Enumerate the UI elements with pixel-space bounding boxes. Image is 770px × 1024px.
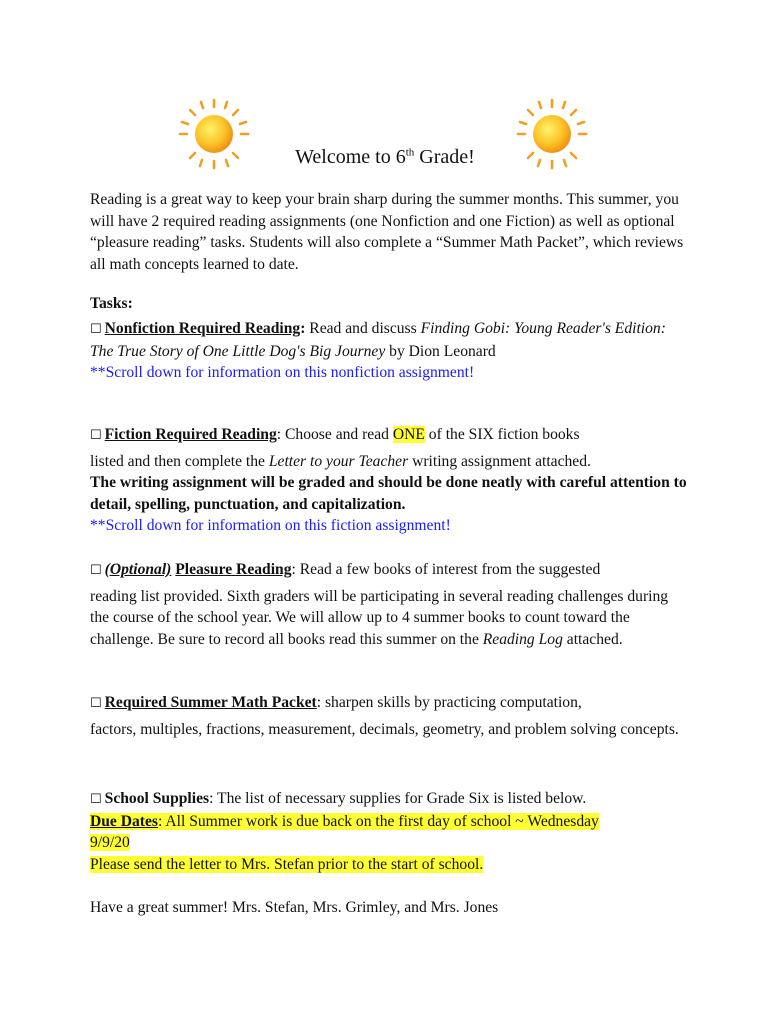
checkbox-icon[interactable]: ☐ [90,792,102,807]
nonfiction-colon: : [300,320,306,337]
pleasure-text3: attached. [562,630,623,648]
fiction-text3: listed and then complete the [90,452,269,470]
due-dates-line [90,813,599,830]
fiction-title: Fiction Required Reading [104,426,277,443]
fiction-text4: writing assignment attached. [408,452,591,470]
math-title: Required Summer Math Packet [104,694,317,711]
pleasure-optional [105,561,172,578]
nonfiction-author: by Dion Leonard [385,342,496,360]
due-date: 9/9/20 [90,834,130,851]
checkbox-icon[interactable]: ☐ [90,322,102,337]
tasks-heading [90,293,690,315]
supplies-title: School Supplies [104,790,210,807]
fiction-note-link[interactable]: **Scroll down for information on this fiction assignment! [90,517,451,534]
task-fiction [90,424,690,537]
nonfiction-text: Read and discuss [305,320,421,337]
checkbox-icon[interactable]: ☐ [90,696,102,711]
supplies-text: : The list of necessary supplies for Grade Six is listed below. [209,790,587,807]
task-supplies [90,788,690,875]
fiction-one-highlight: ONE [392,426,425,443]
title-superscript: th [405,146,415,159]
title-suffix: Grade! [414,146,475,168]
pleasure-text2: reading list provided. Sixth graders will be participating in several reading challenges during the course of the school year. We will allow up to 4 summer books to count toward the challenge. Be sure to record all books read this summer on the [90,587,669,648]
pleasure-text1: : Read a few books of interest from the suggested [291,561,601,578]
pleasure-optional-text: (Optional) [104,561,172,578]
fiction-text1: : Choose and read [276,426,393,443]
fiction-letter: Letter to your Teacher [268,452,409,470]
nonfiction-book-title: Finding Gobi: Young Reader's Edition: The True Story of One Little Dog's Big Journey [90,320,666,360]
checkbox-icon[interactable]: ☐ [90,563,102,578]
task-pleasure [90,559,690,650]
nonfiction-note-link[interactable]: **Scroll down for information on this nonfiction assignment! [90,364,475,381]
closing-line: Have a great summer! Mrs. Stefan, Mrs. Grimley, and Mrs. Jones [90,899,499,916]
intro-paragraph: Reading is a great way to keep your brain sharp during the summer months. This summer, you will have 2 required reading assignments (one Nonfiction and one Fiction) as well as optional “pleasure reading” tasks. Students will also complete a “Summer Math Packet”, which reviews all math concepts learned to date. [90,191,684,273]
checkbox-icon[interactable]: ☐ [90,428,102,443]
letter-note: Please send the letter to Mrs. Stefan prior to the start of school. [90,855,484,873]
nonfiction-title: Nonfiction Required Reading [104,320,301,337]
math-text1: : sharpen skills by practicing computation, [316,694,582,711]
task-math [90,692,690,740]
title-prefix: Welcome to 6 [295,146,406,168]
pleasure-log: Reading Log [482,630,563,648]
pleasure-title: Pleasure Reading [175,561,292,578]
fiction-text2: of the SIX fiction books [424,426,580,443]
fiction-bold-note: The writing assignment will be graded and should be done neatly with careful attention to detail, spelling, punctuation, and capitalization. [90,474,687,513]
due-label: Due Dates [90,812,158,830]
task-nonfiction [90,318,690,384]
page-title [0,146,770,169]
due-text: : All Summer work is due back on the first day of school ~ Wednesday [158,812,599,830]
math-text2: factors, multiples, fractions, measurement, decimals, geometry, and problem solving concepts. [90,720,679,738]
tasks-heading-text: Tasks: [90,295,133,312]
